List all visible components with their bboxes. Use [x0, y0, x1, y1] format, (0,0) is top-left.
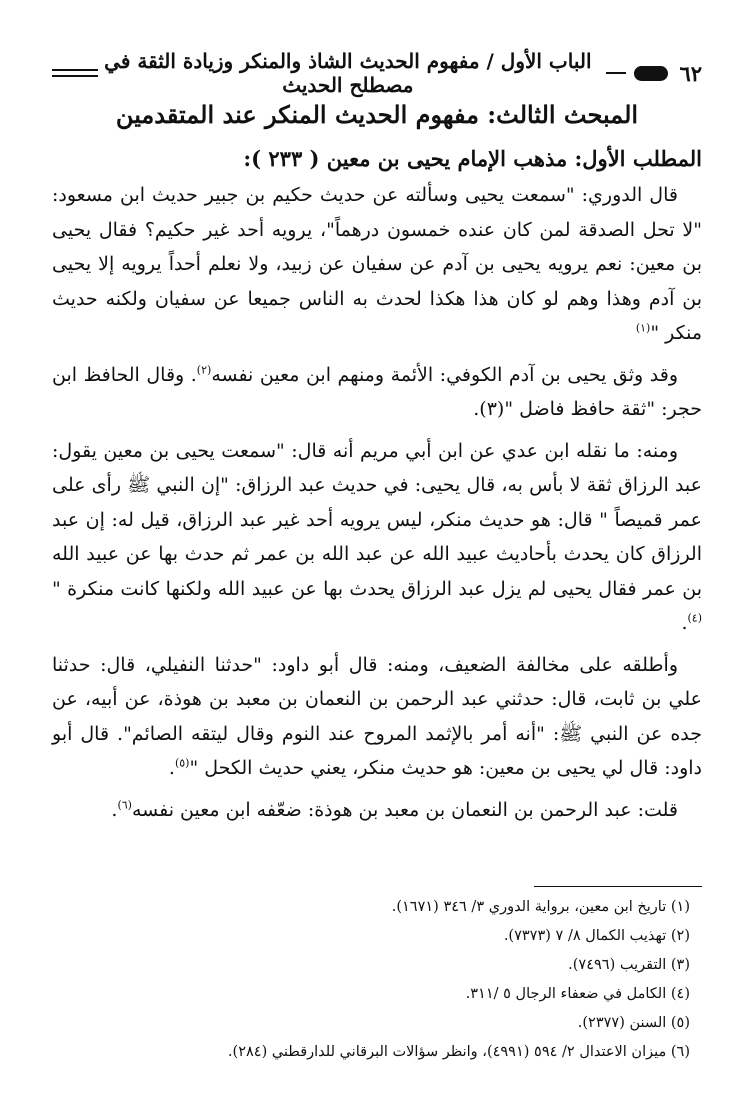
footnote: (٥) السنن (٢٣٧٧).	[577, 1015, 690, 1031]
header-double-rule	[52, 69, 98, 77]
footnote: (١) تاريخ ابن معين، برواية الدوري ٣/ ٣٤٦ (١٦٧١).	[391, 899, 690, 915]
footnote-ref[interactable]: (٤)	[687, 611, 702, 625]
running-title: الباب الأول / مفهوم الحديث الشاذ والمنكر وزيادة الثقة في مصطلح الحديث	[104, 49, 592, 97]
section-title: المبحث الثالث: مفهوم الحديث المنكر عند المتقدمين	[115, 100, 639, 129]
footnote: (٣) التقريب (٧٤٩٦).	[568, 957, 690, 973]
footnote-ref[interactable]: (٦)	[117, 798, 132, 812]
page-number: ٦٢	[679, 60, 702, 86]
footnote-separator	[534, 886, 702, 887]
footnote: (٢) تهذيب الكمال ٨/ ٧ (٧٣٧٣).	[503, 928, 690, 944]
footnote-ref[interactable]: (٥)	[174, 756, 190, 770]
paragraph: قلت: عبد الرحمن بن النعمان بن معبد بن هوذة: ضعّفه ابن معين نفسه$^{(٦)}$.	[111, 798, 678, 821]
paragraph: قال الدوري: "سمعت يحيى وسألته عن حديث حكيم بن جبير حديث ابن مسعود: "لا تحل الصدقة لمن كان عنده خمسون درهماً"، يرويه أحد غير حكيم؟ فقال يحيى بن معين: نعم يرويه يحيى بن آدم عن سفيان عن زبيد، ولا نعلم أحداً يرويه إلا يحيى بن آدم وهذا وهم لو كان هذا هكذا لحدث به الناس جميعا عن سفيان ولكنه حديث منكر "$^{(١)}$	[52, 184, 702, 344]
header-ornament-rule	[606, 72, 627, 74]
footnotes	[60, 893, 690, 1067]
footnote-ref[interactable]: (٢)	[196, 363, 212, 377]
paragraph: ومنه: ما نقله ابن عدي عن ابن أبي مريم أنه قال: "سمعت يحيى بن معين يقول: عبد الرزاق ثقة لا بأس به، قال يحيى: في حديث عبد الرزاق: "إن النبي ﷺ رأى على عمر قميصاً " قال: هو حديث منكر، ليس يرويه أحد غير عبد الرزاق، قيل له: إن عبد الرزاق كان يحدث بأحاديث عبيد الله عن عبد الله بن عمر ثم حدث بها عن عبيد الله بن عمر فقال يحيى لم يزل عبد الرزاق يحدث بها عن عبيد الله ولكنها كانت منكرة "$^{(٤)}$.	[52, 439, 702, 634]
running-header	[52, 49, 702, 97]
subsection-title: المطلب الأول: مذهب الإمام يحيى بن معين ( ٢٣٣ ):	[243, 146, 702, 171]
body-text	[52, 178, 702, 834]
paragraph: وقد وثق يحيى بن آدم الكوفي: الأئمة ومنهم ابن معين نفسه$^{(٢)}$. وقال الحافظ ابن حجر: "ثقة حافظ فاضل "(٣).	[52, 363, 702, 420]
paragraph: وأطلقه على مخالفة الضعيف، ومنه: قال أبو داود: "حدثنا النفيلي، قال: حدثنا علي بن ثابت، قال: حدثني عبد الرحمن بن النعمان بن معبد بن هوذة، عن أبيه، عن جده عن النبي ﷺ: "أنه أمر بالإثمد المروح عند النوم وقال ليتقه الصائم". قال أبو داود: قال لي يحيى بن معين: هو حديث منكر، يعني حديث الكحل "$^{(٥)}$.	[52, 653, 702, 779]
header-ornament-pill	[634, 66, 668, 81]
footnote-ref[interactable]: (١)	[635, 321, 651, 335]
footnote: (٦) ميزان الاعتدال ٢/ ٥٩٤ (٤٩٩١)، وانظر سؤالات البرقاني للدارقطني (٢٨٤).	[227, 1044, 690, 1060]
footnote: (٤) الكامل في ضعفاء الرجال ٥ /٣١١.	[465, 986, 690, 1002]
running-title-group	[98, 49, 668, 97]
